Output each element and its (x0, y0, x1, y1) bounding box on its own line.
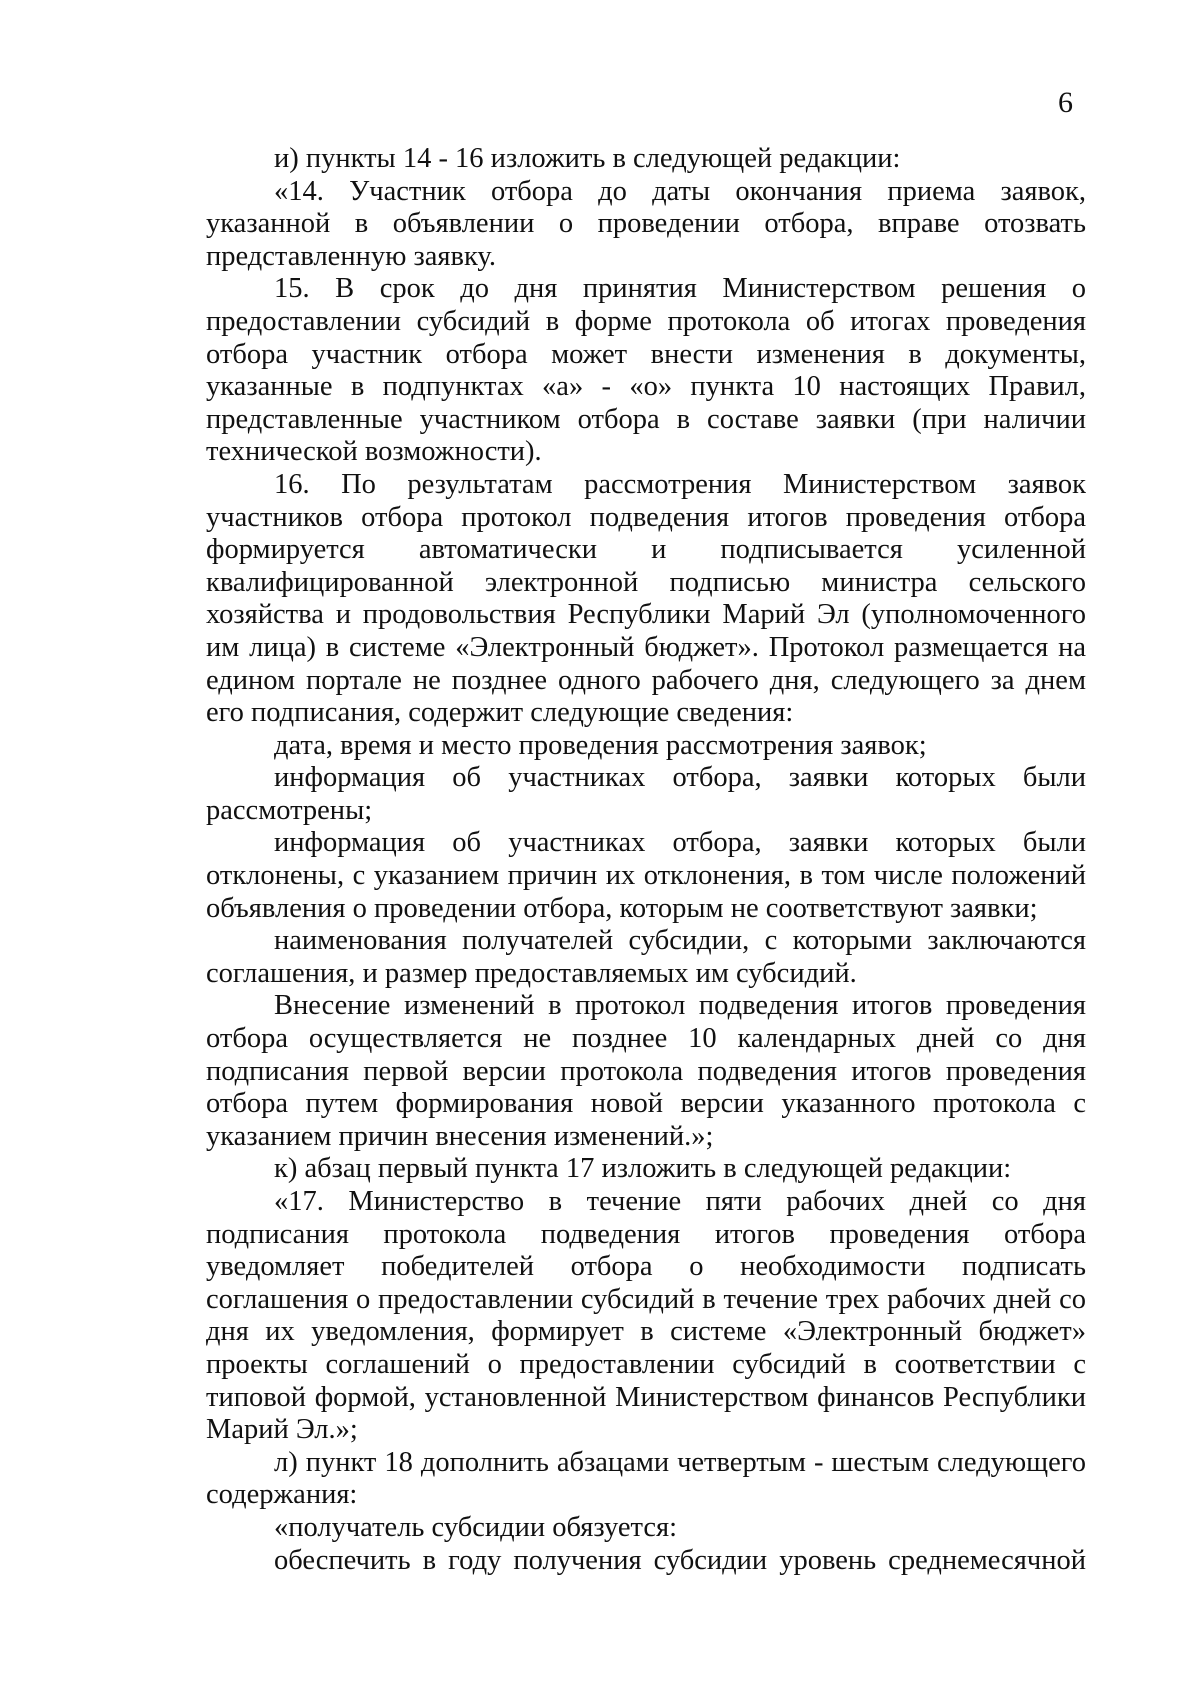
paragraph-clause-17: «17. Министерство в течение пяти рабочих дней со дня подписания протокола подведения итогов проведения отбора уведомляет победителей отбора о необходимости подписать соглашения о предоставлении субсидий в течение трех рабочих дней со дня их уведомления, формирует в системе «Электронный бюджет» проекты соглашений о предоставлении субсидий в соответствии с типовой формой, установленной Министерством финансов Республики Марий Эл.»; (206, 1186, 1086, 1446)
paragraph-item-i: и) пункты 14 - 16 изложить в следующей редакции: (274, 143, 901, 174)
paragraph-protocol-changes: Внесение изменений в протокол подведения итогов проведения отбора осуществляется не позднее 10 календарных дней со дня подписания первой версии протокола подведения итогов проведения отбора путем формирования новой версии указанного протокола с указанием причин внесения изменений.»; (206, 990, 1086, 1152)
paragraph-ensure-salary: обеспечить в году получения субсидии уровень среднемесячной (274, 1544, 1086, 1576)
paragraph-clause-16: 16. По результатам рассмотрения Министерством заявок участников отбора протокол подведения итогов проведения отбора формируется автоматически и подписывается усиленной квалифицированной электронной подписью министра сельского хозяйства и продовольствия Республики Марий Эл (уполномоченного им лица) в системе «Электронный бюджет». Протокол размещается на едином портале не позднее одного рабочего дня, следующего за днем его подписания, содержит следующие сведения: (206, 468, 1086, 729)
paragraph-clause-15: 15. В срок до дня принятия Министерством решения о предоставлении субсидий в форме протокола об итогах проведения отбора участник отбора может внести изменения в документы, указанные в подпунктах «а» - «о» пункта 10 настоящих Правил, представленные участником отбора в составе заявки (при наличии технической возможности). (206, 273, 1086, 468)
paragraph-item-k: к) абзац первый пункта 17 изложить в следующей редакции: (274, 1153, 1012, 1185)
paragraph-recipient-obliged: «получатель субсидии обязуется: (274, 1511, 678, 1543)
list-item-recipients: наименования получателей субсидии, с которыми заключаются соглашения, и размер предоставляемых им субсидий. (206, 925, 1086, 989)
paragraph-item-l: л) пункт 18 дополнить абзацами четвертым - шестым следующего содержания: (206, 1446, 1086, 1511)
list-item-rejected: информация об участниках отбора, заявки которых были отклонены, с указанием причин их отклонения, в том числе положений объявления о проведении отбора, которым не соответствуют заявки; (206, 827, 1086, 924)
paragraph-clause-14: «14. Участник отбора до даты окончания приема заявок, указанной в объявлении о проведении отбора, вправе отозвать представленную заявку. (206, 175, 1086, 272)
document-body (206, 143, 1086, 1577)
list-item-reviewed: информация об участниках отбора, заявки которых были рассмотрены; (206, 762, 1086, 826)
list-item-date: дата, время и место проведения рассмотрения заявок; (274, 729, 927, 761)
page-number: 6 (1058, 86, 1073, 119)
